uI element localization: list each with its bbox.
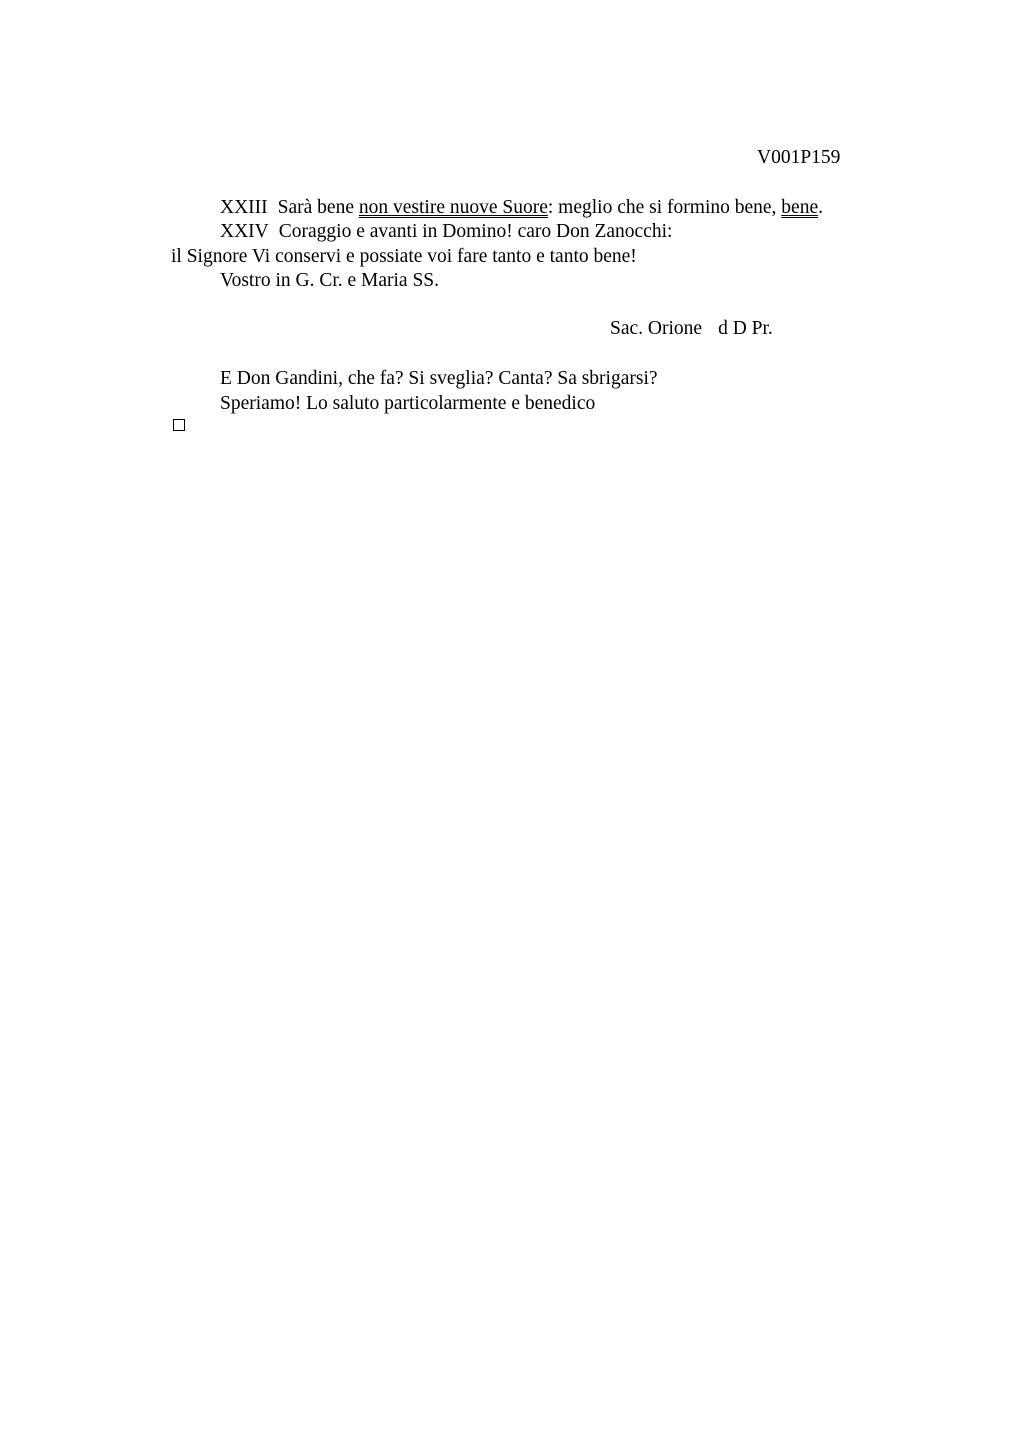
section-number: XXIV [220,221,269,242]
paragraph-xxiv [220,220,672,244]
page-reference: V001P159 [757,147,841,168]
section-number: XXIII [220,197,268,218]
text-segment: Coraggio e avanti in Domino! caro Don Zanocchi: [278,221,673,242]
signature-suffix: d D Pr. [718,318,773,339]
text-segment: Sarà bene [277,197,359,218]
underlined-text: bene [781,197,819,218]
paragraph-continuation: il Signore Vi conservi e possiate voi fare tanto e tanto bene! [171,246,637,267]
signature-name: Sac. Orione [610,318,703,339]
checkbox-glyph [173,419,185,431]
underlined-text: non vestire nuove Suore [358,197,548,218]
text-segment: . [818,197,823,218]
postscript-line-1: E Don Gandini, che fa? Si sveglia? Canta? Sa sbrigarsi? [220,368,658,389]
postscript-line-2: Speriamo! Lo saluto particolarmente e benedico [220,393,596,414]
signature [610,317,773,341]
closing-line: Vostro in G. Cr. e Maria SS. [220,270,440,291]
paragraph-xxiii [220,196,823,220]
text-segment: : meglio che si formino bene, [547,197,782,218]
